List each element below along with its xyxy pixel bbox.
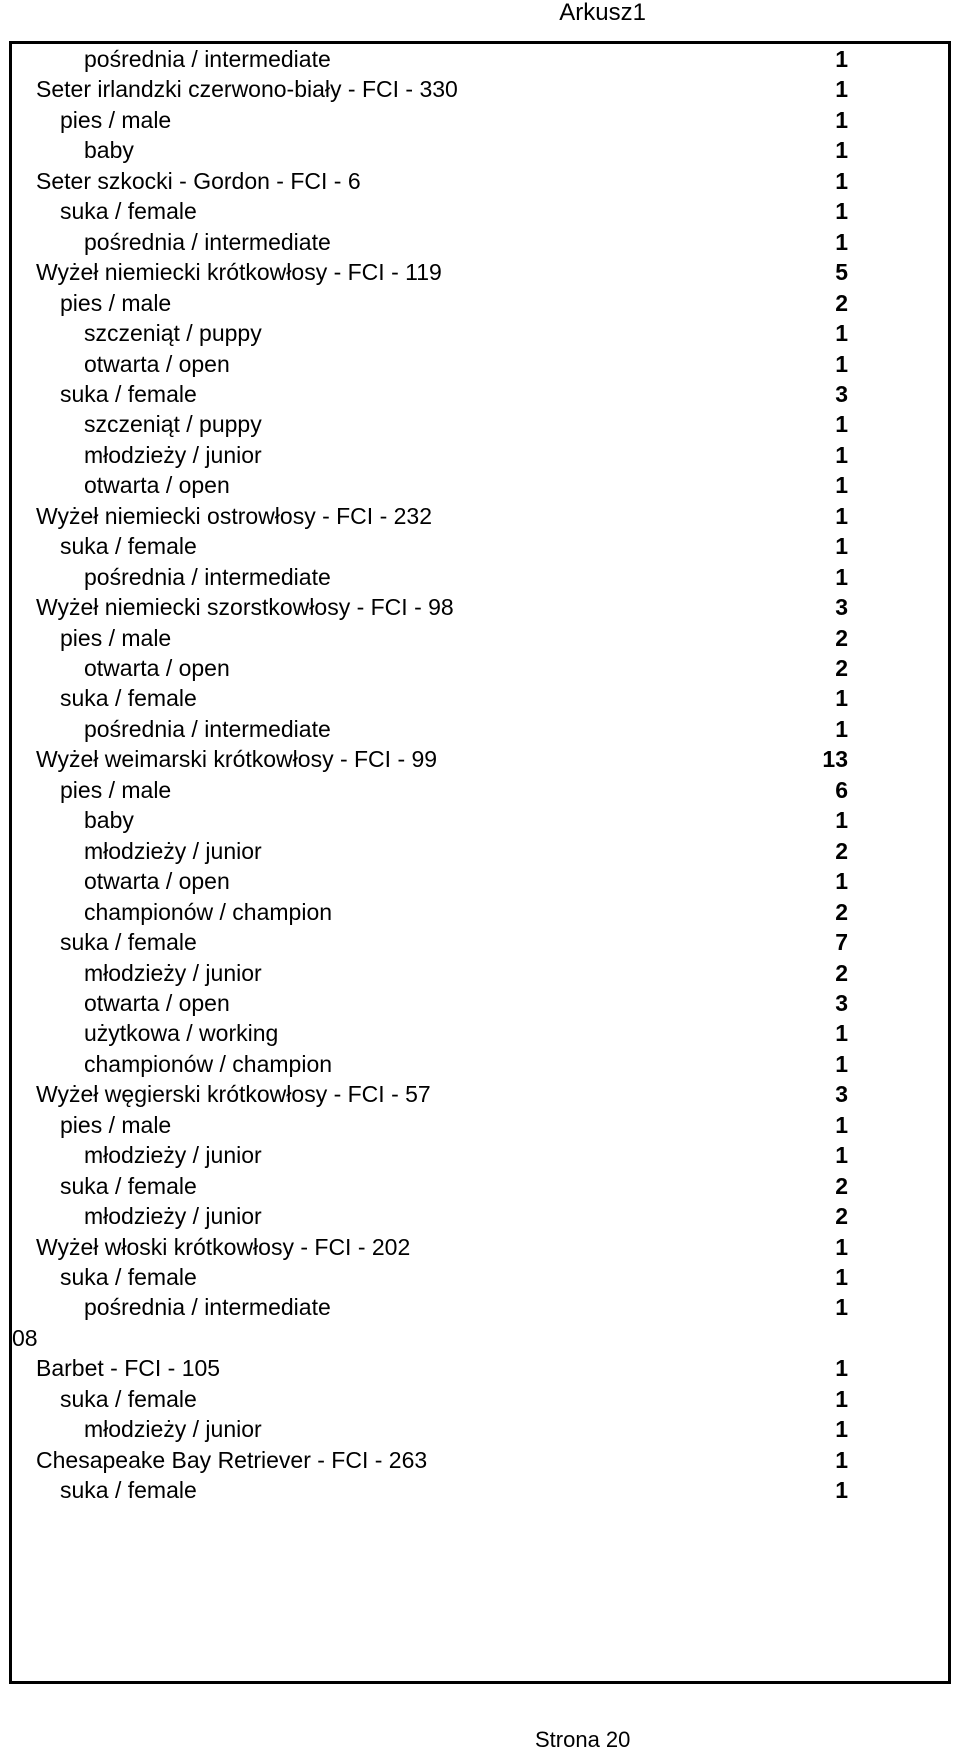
breed-name: Wyżeł weimarski krótkowłosy - FCI - 99 — [36, 746, 438, 773]
table-row — [12, 864, 948, 898]
sex-label: pies / male — [60, 624, 172, 651]
class-label: championów / champion — [84, 1050, 333, 1077]
table-row — [12, 773, 948, 807]
table-row — [12, 103, 948, 137]
entry-count: 2 — [835, 898, 848, 925]
entry-count: 1 — [835, 1233, 848, 1260]
entry-count: 3 — [835, 1081, 848, 1108]
table-row — [12, 438, 948, 472]
class-label: otwarta / open — [84, 655, 230, 681]
class-label: pośrednia / intermediate — [84, 46, 331, 72]
entry-count: 1 — [835, 472, 848, 499]
entry-count: 1 — [835, 1142, 848, 1169]
breed-name: Barbet - FCI - 105 — [36, 1355, 221, 1382]
table-row — [12, 1230, 948, 1264]
table-row — [12, 1016, 948, 1050]
table-row — [12, 1473, 948, 1507]
table-row — [12, 803, 948, 837]
breed-name: Wyżeł niemiecki szorstkowłosy - FCI - 98 — [36, 594, 454, 621]
class-label: pośrednia / intermediate — [84, 563, 331, 590]
class-label: młodzieży / junior — [84, 1142, 262, 1169]
entry-count: 1 — [835, 46, 848, 72]
entry-count: 3 — [835, 594, 848, 621]
class-label: młodzieży / junior — [84, 959, 262, 986]
class-label: młodzieży / junior — [84, 1416, 262, 1443]
table-row — [12, 1351, 948, 1385]
class-label: użytkowa / working — [84, 1020, 279, 1047]
table-row — [12, 194, 948, 228]
entry-count: 1 — [835, 715, 848, 742]
table-row — [12, 72, 948, 106]
entry-count: 1 — [835, 1111, 848, 1138]
class-label: championów / champion — [84, 898, 333, 925]
table-row — [12, 956, 948, 990]
sex-label: pies / male — [60, 289, 172, 316]
class-label: otwarta / open — [84, 868, 230, 895]
entry-count: 2 — [835, 655, 848, 681]
sex-label: suka / female — [60, 533, 197, 560]
entry-count: 1 — [835, 1416, 848, 1443]
table-row — [12, 225, 948, 259]
table-row — [12, 1047, 948, 1081]
entry-count: 1 — [835, 563, 848, 590]
entry-count: 6 — [835, 776, 848, 803]
entry-count: 1 — [835, 441, 848, 468]
entry-count: 1 — [835, 1020, 848, 1047]
table-row — [12, 1108, 948, 1142]
entry-count: 1 — [835, 1385, 848, 1412]
sex-label: pies / male — [60, 776, 172, 803]
table-row — [12, 42, 948, 76]
entry-count: 1 — [835, 137, 848, 164]
breed-name: Wyżeł węgierski krótkowłosy - FCI - 57 — [36, 1081, 431, 1108]
table-frame — [9, 41, 951, 1684]
class-label: młodzieży / junior — [84, 1203, 262, 1230]
entry-count: 2 — [835, 289, 848, 316]
sex-label: suka / female — [60, 198, 197, 225]
sex-label: pies / male — [60, 1111, 172, 1138]
entry-count: 1 — [835, 198, 848, 225]
entry-count: 1 — [835, 1446, 848, 1473]
class-label: młodzieży / junior — [84, 837, 262, 864]
entry-count: 3 — [835, 380, 848, 407]
entry-count: 1 — [835, 320, 848, 347]
sheet-title: Arkusz1 — [559, 0, 646, 26]
sex-label: suka / female — [60, 1477, 197, 1504]
page-number: Strona 20 — [535, 1727, 631, 1752]
table-row — [12, 986, 948, 1020]
table-row — [12, 286, 948, 320]
table-row — [12, 468, 948, 502]
entry-count: 1 — [835, 1477, 848, 1504]
sex-label: suka / female — [60, 1264, 197, 1290]
group-code: 08 — [12, 1324, 38, 1351]
table-row — [12, 1260, 948, 1294]
entry-count: 1 — [835, 1294, 848, 1321]
table-row — [12, 529, 948, 563]
entry-count: 1 — [835, 1050, 848, 1077]
entry-count: 5 — [835, 259, 848, 286]
entry-count: 1 — [835, 868, 848, 895]
breed-name: Wyżeł włoski krótkowłosy - FCI - 202 — [36, 1233, 411, 1260]
table-row — [12, 742, 948, 776]
class-label: otwarta / open — [84, 989, 230, 1016]
entry-count: 1 — [835, 411, 848, 438]
class-label: otwarta / open — [84, 350, 230, 377]
entry-count: 7 — [835, 929, 848, 956]
class-label: baby — [84, 807, 134, 834]
table-row — [12, 560, 948, 594]
table-row — [12, 1412, 948, 1446]
entry-count: 1 — [835, 685, 848, 712]
sex-label: suka / female — [60, 380, 197, 407]
entry-count: 2 — [835, 1172, 848, 1199]
class-label: pośrednia / intermediate — [84, 228, 331, 255]
class-label: szczeniąt / puppy — [84, 411, 262, 438]
entry-count: 1 — [835, 167, 848, 194]
table-row — [12, 499, 948, 533]
class-label: otwarta / open — [84, 472, 230, 499]
table-row — [12, 925, 948, 959]
table-row — [12, 1138, 948, 1172]
table-row — [12, 621, 948, 655]
breed-name: Seter irlandzki czerwono-biały - FCI - 330 — [36, 76, 458, 103]
entry-count: 1 — [835, 228, 848, 255]
entry-count: 2 — [835, 1203, 848, 1230]
breed-name: Chesapeake Bay Retriever - FCI - 263 — [36, 1446, 428, 1473]
entry-count: 2 — [835, 837, 848, 864]
entry-count: 1 — [835, 350, 848, 377]
entry-count: 1 — [835, 76, 848, 103]
sex-label: pies / male — [60, 106, 172, 133]
entry-count: 1 — [835, 533, 848, 560]
table-row — [12, 316, 948, 350]
table-row — [12, 712, 948, 746]
table-row — [12, 133, 948, 167]
sex-label: suka / female — [60, 1172, 197, 1199]
class-label: szczeniąt / puppy — [84, 320, 262, 347]
breed-name: Wyżeł niemiecki krótkowłosy - FCI - 119 — [36, 259, 442, 286]
table-row — [12, 407, 948, 441]
table-row — [12, 681, 948, 715]
table-row — [12, 895, 948, 929]
table-row — [12, 347, 948, 381]
table-row — [12, 590, 948, 624]
table-row — [12, 164, 948, 198]
entry-count: 3 — [835, 989, 848, 1016]
class-label: pośrednia / intermediate — [84, 1294, 331, 1321]
sex-label: suka / female — [60, 1385, 197, 1412]
sex-label: suka / female — [60, 685, 197, 712]
class-label: pośrednia / intermediate — [84, 715, 331, 742]
table-row — [12, 1199, 948, 1233]
entry-count: 1 — [835, 807, 848, 834]
table-row — [12, 1382, 948, 1416]
class-label: baby — [84, 137, 134, 164]
entry-count: 1 — [835, 502, 848, 529]
sex-label: suka / female — [60, 929, 197, 956]
entry-count: 1 — [835, 1355, 848, 1382]
class-label: młodzieży / junior — [84, 441, 262, 468]
table-row — [12, 834, 948, 868]
table-row — [12, 1290, 948, 1324]
entry-count: 1 — [835, 106, 848, 133]
table-row — [12, 377, 948, 411]
table-row — [12, 255, 948, 289]
entry-count: 2 — [835, 959, 848, 986]
table-row — [12, 1321, 948, 1355]
table-row — [12, 651, 948, 685]
entry-count: 13 — [822, 746, 848, 773]
entry-count: 2 — [835, 624, 848, 651]
table-row — [12, 1169, 948, 1203]
entry-count: 1 — [835, 1264, 848, 1290]
breed-name: Wyżeł niemiecki ostrowłosy - FCI - 232 — [36, 502, 432, 529]
table-row — [12, 1443, 948, 1477]
breed-name: Seter szkocki - Gordon - FCI - 6 — [36, 167, 361, 194]
table-row — [12, 1077, 948, 1111]
